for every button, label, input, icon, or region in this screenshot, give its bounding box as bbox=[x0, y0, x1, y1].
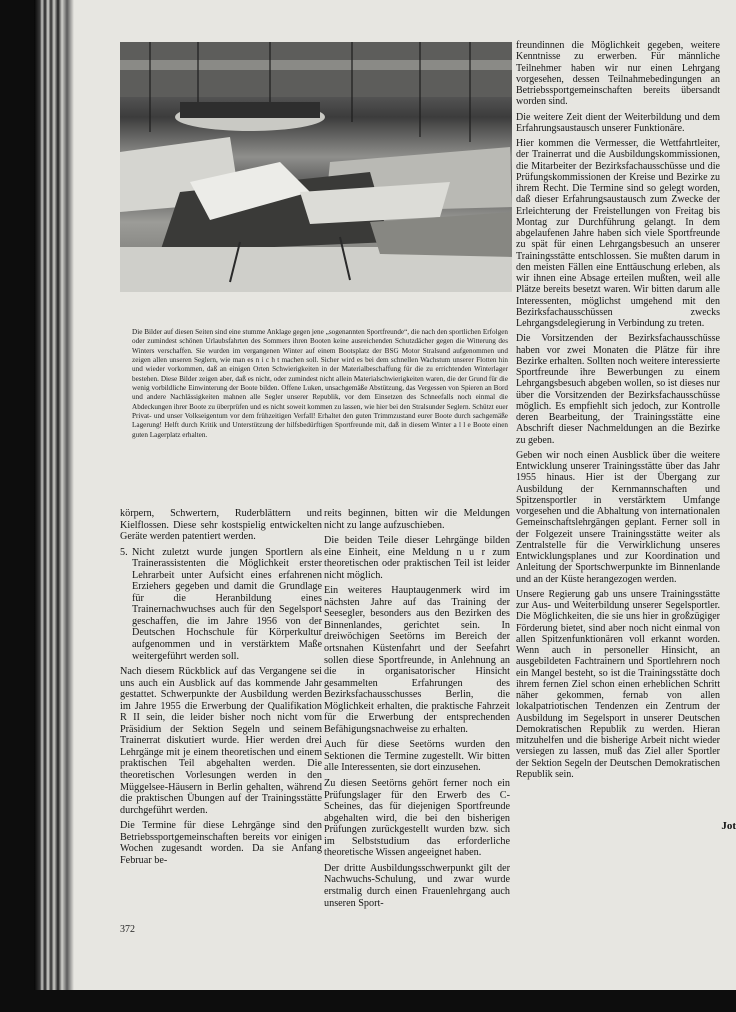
paragraph: Die beiden Teile dieser Lehrgänge bilden eine Einheit, eine Meldung n u r zum theoretischen oder praktischen Teil ist leider nicht möglich. bbox=[324, 535, 510, 581]
book-binding-edge bbox=[34, 0, 74, 990]
text-column-middle bbox=[324, 508, 510, 913]
numbered-item bbox=[120, 547, 322, 662]
paragraph: Nach diesem Rückblick auf das Vergangene sei uns auch ein Ausblick auf das kommende Jahr gestattet. Schwerpunkte der Ausbildung werden im Jahre 1955 die Erwerbung der Qualifikation R II sein, die leider bisher noch nicht vom Präsidium der Sektion Segeln und seinem Trainerrat diskutiert wurde. Hier werden drei Lehrgänge mit je einem theoretischen und einem praktischen Teil abgehalten werden. Die theoretischen Vorlesungen werden in den Müggelsee-Häusern in Berlin gehalten, während die praktischen Übungen auf der Trainingsstätte durchgeführt werden. bbox=[120, 666, 322, 816]
text-column-right bbox=[516, 40, 720, 784]
photo-caption: Die Bilder auf diesen Seiten sind eine stumme Anklage gegen jene „sogenannten Sportfreunde“, die nach den sportlichen Erfolgen oder zumindest schönen Urlaubsfahrten des Sommers ihren Booten keine ausreichenden Schutzdächer gegen die Witterung des Winters verschaffen. Sie wurden im vergangenen Winter auf einem Bootsplatz der BSG Motor Stralsund aufgenommen und zeigen allen unseren Seglern, wie man es n i c h t machen soll. Sicher wird es bei dem schnellen Wachstum unserer Flotten hin und wieder vorkommen, daß an einigen Orten Schwierigkeiten in der Materialbeschaffung für die zu errichtenden Winterlager bestehen. Diese Bilder zeigen aber, daß es nicht, oder zumindest nicht allein Materialschwierigkeiten waren, die der Grund für die wenig vorbildliche Einwinterung der Boote bilden. Offene Luken, unsachgemäße Abstützung, das Vergessen von Spieren an Bord und andere Nachlässigkeiten mahnen alle Segler unserer Republik, vor dem Einsetzen des Schneefalls noch einmal die Abdeckungen ihrer Boote zu überprüfen und es nicht soweit kommen zu lassen, wie hier bei den Stralsunder Seglern. Schützt euer Privat- und unser Volkseigentum vor dem frühzeitigen Verfall! Erhaltet den guten Trimmzustand eurer Boote durch sachgemäße Lagerung! Helft durch Kritik und Unterstützung der hilfsbedürftigen Sportfreunde mit, daß in diesem Winter a l l e Boote einen guten Lagerplatz erhalten. bbox=[132, 328, 508, 439]
item-number: 5. bbox=[120, 546, 128, 558]
page-number: 372 bbox=[120, 924, 135, 935]
text-column-left bbox=[120, 508, 322, 870]
paragraph: Auch für diese Seetörns wurden den Sektionen die Termine zugestellt. Wir bitten alle Interessenten, sie dort einzusehen. bbox=[324, 739, 510, 774]
paragraph: Der dritte Ausbildungsschwerpunkt gilt der Nachwuchs-Schulung, und zwar wurde erstmalig durch einen Frauenlehrgang auch unseren Sport- bbox=[324, 862, 510, 909]
book-page bbox=[34, 0, 736, 990]
paragraph: Hier kommen die Vermesser, die Wettfahrtleiter, der Trainerrat und die Ausbildungskommissionen, die Mitarbeiter der Bezirksfachausschüsse und die Prüfungskommissionen der Kreise und Bezirke zu ihrem Recht. Die Termine sind so gelegt worden, daß dieser Erfahrungsaustausch zum Zwecke der Erleichterung der Freistellungen von Freitag bis Montag zur Durchführung gelangt. In dem abgelaufenen Jahre haben sich viele Sportfreunde zu spät für einen Lehrgangsbesuch an unserer Trainingsstätte entschlossen. Sie mußten darum in den meisten Fällen eine Enttäuschung erleben, als wir ihnen eine Absage erteilen mußten, weil alle Plätze bereits besetzt waren. Wir bitten darum alle Interessenten, möglichst umgehend mit den Bezirksfachausschüssen zwecks Lehrgangsdelegierung in Verbindung zu treten. bbox=[516, 138, 720, 329]
item-text: Nicht zuletzt wurde jungen Sportlern als Trainerassistenten die Möglichkeit erster Lehrarbeit unter Aufsicht eines erfahrenen Erziehers gegeben und damit die Grundlage für die Heranbildung eines Trainernachwuchses auch für den Segelsport geschaffen, die im Jahre 1956 von der Deutschen Hochschule für Körperkultur aufgenommen und in verstärktem Maße weitergeführt werden soll. bbox=[132, 546, 322, 662]
paragraph: reits beginnen, bitten wir die Meldungen nicht zu lange aufzuschieben. bbox=[324, 508, 510, 531]
paragraph: Unsere Regierung gab uns unsere Trainingsstätte zur Aus- und Weiterbildung unserer Segelsportler. Die Möglichkeiten, die sie uns hier in großzügiger Förderung bietet, sind aber noch nicht einmal von allen Spitzenfunktionären voll erkannt worden. Wenn auch in personeller Hinsicht, an ausgebildeten Fachtrainern und Sportlehrern noch ein Mangel besteht, so ist die Trainingsstätte doch ihrem fernen Ziel schon einen erheblichen Schritt näher gekommen, fernab von allen lokalpatriotischen Tendenzen ein Zentrum der Ausbildung im Segelsport in unserer Deutschen Demokratischen Republik zu werden. Hieran mitzuhelfen und die bisherige Arbeit nicht wieder versiegen zu lassen, muß das Ziel aller Sportler der Sektion Segeln der Deutschen Demokratischen Republik sein. bbox=[516, 588, 720, 780]
paragraph: Die Vorsitzenden der Bezirksfachausschüsse haben vor zwei Monaten die Plätze für ihre Bezirke erhalten. Sollten noch weitere interessierte Sportfreunde ihre Bewerbungen zu einem Lehrgangsbesuch abgeben wollen, so ist dieses nur über die Vorsitzenden der Bezirksfachausschüsse möglich. Es empfiehlt sich jedoch, zur Kontrolle deren Bearbeitung, der Trainingsstätte eine Abschrift dieser Nachmeldungen an die Bezirke zu geben. bbox=[516, 333, 720, 446]
paragraph: Die Termine für diese Lehrgänge sind den Betriebssportgemeinschaften bereits vor einigen Wochen zugesandt worden. Da sie Anfang Februar be- bbox=[120, 820, 322, 866]
boats-in-snow-photo bbox=[120, 42, 512, 292]
paragraph: Die weitere Zeit dient der Weiterbildung und dem Erfahrungsaustausch unserer Funktionäre. bbox=[516, 111, 720, 134]
paragraph: Zu diesen Seetörns gehört ferner noch ein Prüfungslager für den Erwerb des C-Scheines, das für diejenigen Sportfreunde abgehalten wird, die bei den bisherigen Prüfungen zurückgestellt wurden bzw. sich im Selbststudium das erforderliche theoretische Wissen angeeignet haben. bbox=[324, 778, 510, 859]
paragraph: freundinnen die Möglichkeit gegeben, weitere Kenntnisse zu erwerben. Für männliche Teilnehmer haben wir nur einen Lehrgang vorgesehen, dessen Teilnahmebedingungen an Betriebssportgemeinschaften bereits übersandt worden sind. bbox=[516, 40, 720, 108]
paragraph: Ein weiteres Hauptaugenmerk wird im nächsten Jahre auf das Training der Seesegler, besonders aus den Bezirken des Binnenlandes, gerichtet sein. In dreiwöchigen Seetörns im Bereich der ortsnahen Küstenfahrt und der Seefahrt sollen diese Sportfreunde, in Anlehnung an die in organisatorischer Hinsicht gesammelten Erfahrungen des Bezirksfachausschusses Berlin, die Möglichkeit erhalten, die praktische Fahrzeit für die Erwerbung der entsprechenden Befähigungsnachweise zu erhalten. bbox=[324, 585, 510, 735]
edge-text-fragment: Jot bbox=[721, 820, 736, 832]
paragraph: körpern, Schwertern, Ruderblättern und Kielflossen. Diese sehr kostspielig entwickelten Geräte werden patentiert werden. bbox=[120, 508, 322, 543]
paragraph: Geben wir noch einen Ausblick über die weitere Entwicklung unserer Trainingsstätte über das Jahr 1955 hinaus. Hier ist der Übergang zur Ausbildung der Kernmannschaften und Spitzensportler in verstärktem Umfange vorgesehen und die Abhaltung von internationalen Gemeinschaftslehrgängen geplant. Ferner soll in der Folgezeit unsere Trainingsstätte weiter als Zentralstelle für die Verwirklichung unseres Entwicklungsplanes und zur Koordination und Anleitung der Sportschwerpunkte im Binnenlande und an der Küste herangezogen werden. bbox=[516, 449, 720, 585]
